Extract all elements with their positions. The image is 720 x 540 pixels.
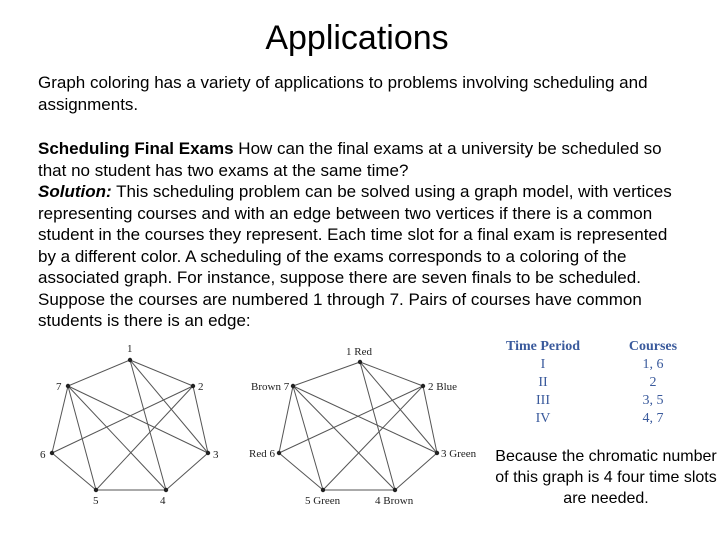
colored-vertex-label-3: 3 Green [441, 448, 477, 460]
vertex-label-4: 4 [160, 495, 166, 507]
colored-vertex-label-1: 1 Red [346, 346, 372, 358]
solution-text: This scheduling problem can be solved using a graph model, with vertices representing courses and with an edge between two vertices if there is a common student in the courses they represent. Each time slot for a final exam is represented by a different color. A scheduling of the exams corresponds to a coloring of the associated graph. For instance, suppose there are seven finals to be scheduled. Suppose the courses are numbered 1 through 7. Pairs of courses have common students is there is an edge: [38, 182, 672, 330]
solution-label: Solution: [38, 182, 112, 201]
vertex-label-5: 5 [93, 495, 99, 507]
header-courses: Courses [628, 339, 678, 354]
vertex-label-2: 2 [198, 381, 204, 393]
table-row [498, 410, 698, 428]
colored-vertex-label-2: 2 Blue [428, 381, 458, 393]
chromatic-number-note: Because the chromatic number of this graph is 4 four time slots are needed. [495, 448, 717, 507]
table-row [498, 356, 698, 374]
time-period-cell: I [540, 357, 546, 372]
intro-paragraph: Graph coloring has a variety of applications to problems involving scheduling and assignments. [38, 73, 648, 114]
table-row [498, 374, 698, 392]
schedule-table [498, 338, 698, 428]
header-time-period: Time Period [506, 339, 581, 354]
courses-cell: 1, 6 [642, 357, 664, 372]
table-header [498, 338, 698, 356]
example-paragraph [38, 138, 688, 332]
courses-cell: 4, 7 [642, 411, 664, 426]
page-title: Applications [265, 19, 449, 57]
colored-graph [245, 340, 485, 540]
colored-vertex-label-7: Brown 7 [251, 381, 290, 393]
time-period-cell: II [538, 375, 548, 390]
vertex-label-3: 3 [213, 449, 219, 461]
courses-cell: 3, 5 [642, 393, 664, 408]
courses-cell: 2 [649, 375, 657, 390]
table-row [498, 392, 698, 410]
example-heading: Scheduling Final Exams [38, 139, 234, 158]
example-question: How can the final exams at a university be scheduled so that no student has two exams at the same time? [38, 139, 662, 180]
vertex-label-7: 7 [56, 381, 62, 393]
colored-vertex-label-6: Red 6 [249, 448, 275, 460]
colored-vertex-label-4: 4 Brown [375, 495, 414, 507]
course-graph [30, 340, 250, 540]
vertex-label-1: 1 [127, 343, 133, 355]
colored-vertex-label-5: 5 Green [305, 495, 341, 507]
time-period-cell: III [536, 393, 550, 408]
vertex-label-6: 6 [40, 449, 46, 461]
time-period-cell: IV [535, 411, 551, 426]
